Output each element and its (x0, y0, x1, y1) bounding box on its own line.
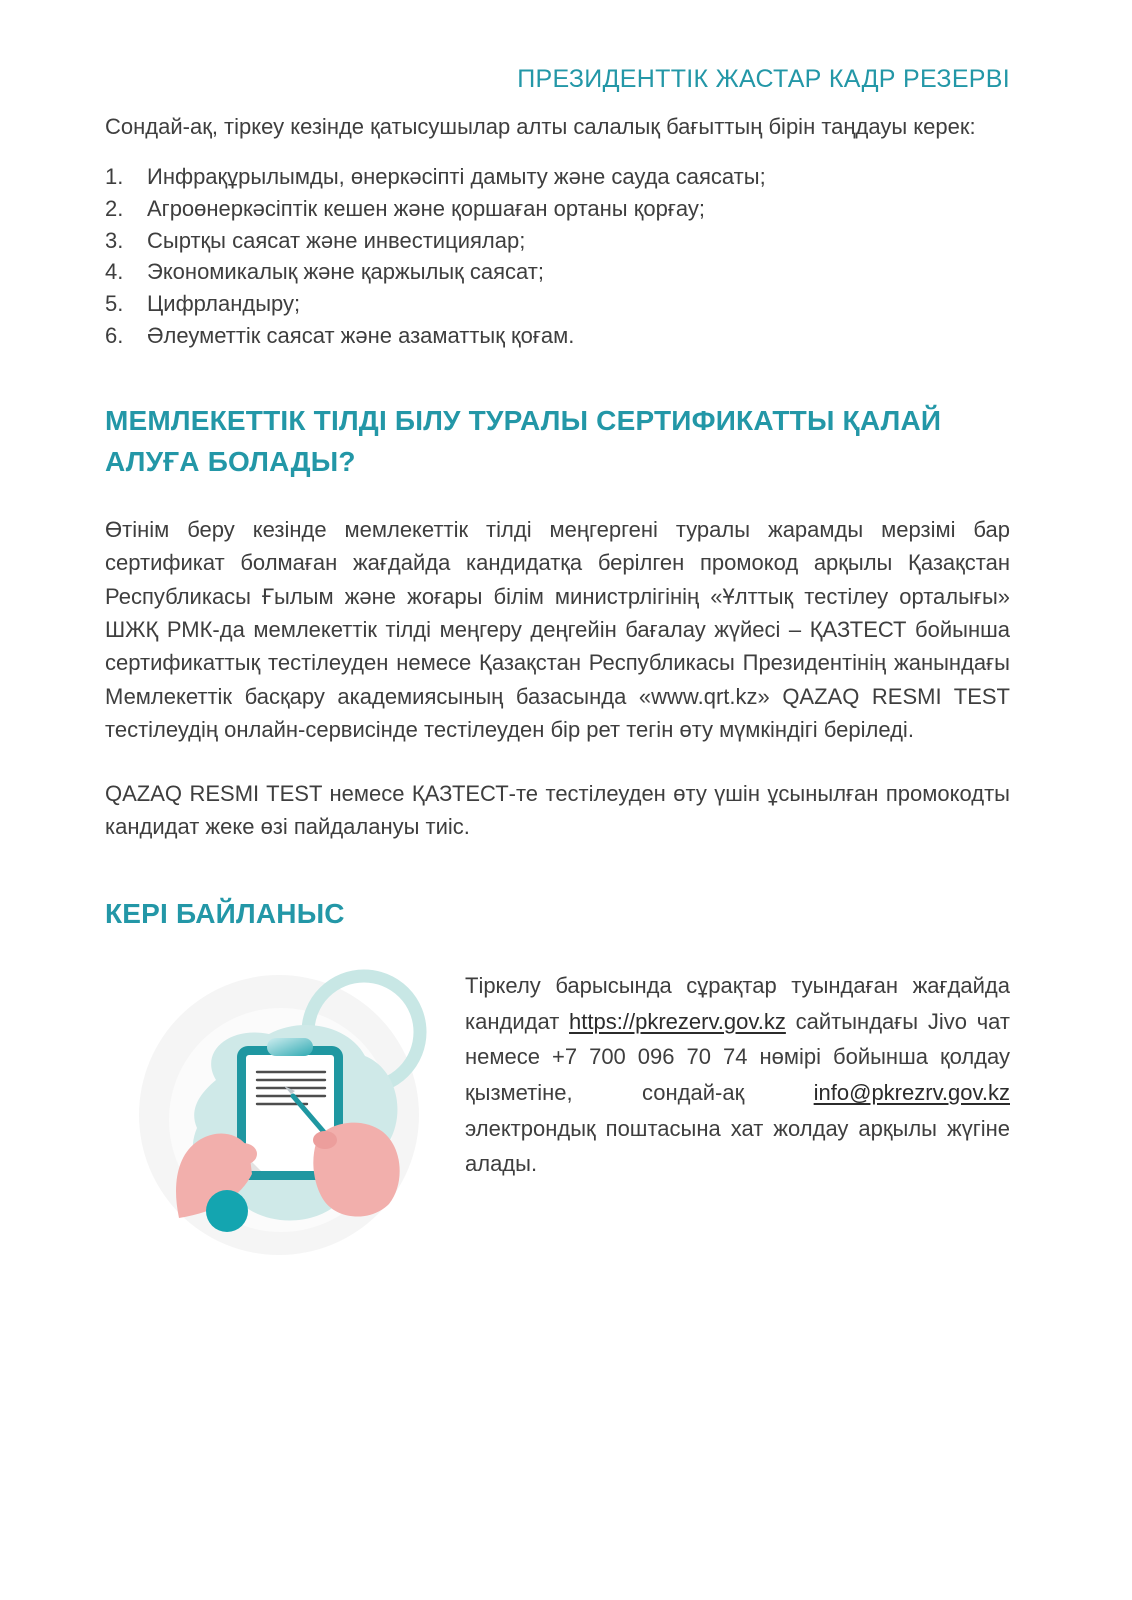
support-phone-number: +7 700 096 70 74 (552, 1044, 748, 1070)
feedback-illustration (105, 960, 465, 1265)
list-item-number: 3. (105, 227, 124, 253)
certificate-paragraph-1: Өтінім беру кезінде мемлекеттік тілді меңгергені туралы жарамды мерзімі бар сертификат болмаған жағдайда кандидатқа берілген промокод арқылы Қазақстан Республикасы Ғылым және жоғары білім министрлігінің «Ұлттық тестілеу орталығы» ШЖҚ РМК-да мемлекеттік тілді меңгеру деңгейін бағалау жүйесі – ҚАЗТЕСТ бойынша сертификаттық тестілеуден немесе Қазақстан Республикасы Президентінің жанындағы Мемлекеттік басқару академиясының базасында «www.qrt.kz» QAZAQ RESMI TEST тестілеудің онлайн-сервисінде тестілеуден бір рет тегін өту мүмкіндігі беріледі. (105, 516, 1010, 743)
teal-dot (206, 1190, 248, 1232)
list-item-number: 4. (105, 259, 124, 285)
feedback-text-2: сайтындағы Jivo чат немесе (465, 1008, 1010, 1070)
list-item (105, 256, 1010, 288)
feedback-text-4: электрондық поштасына хат жолдау арқылы жүгіне алады. (465, 1115, 1010, 1177)
clipboard-illustration-icon (121, 960, 451, 1260)
list-item-number: 2. (105, 196, 124, 222)
feedback-section (105, 960, 1010, 1265)
certificate-section-title: МЕМЛЕКЕТТІК ТІЛДІ БІЛУ ТУРАЛЫ СЕРТИФИКАТТЫ ҚАЛАЙ АЛУҒА БОЛАДЫ? (105, 405, 942, 478)
intro-paragraph: Сондай-ақ, тіркеу кезінде қатысушылар алты салалық бағыттың бірін таңдауы керек: (105, 114, 976, 139)
clipboard-clip (267, 1038, 313, 1056)
list-item-number: 6. (105, 322, 124, 348)
certificate-paragraph-2: QAZAQ RESMI TEST немесе ҚАЗТЕСТ-те тестілеуден өту үшін ұсынылған промокодты кандидат жеке өзі пайдалануы тиіс. (105, 780, 1010, 840)
list-item-number: 5. (105, 291, 124, 317)
feedback-text-1: Тіркелу барысында сұрақтар туындаған жағдайда кандидат (465, 973, 1010, 1034)
list-item-text: Агроөнеркәсіптік кешен және қоршаған ортаны қорғау; (147, 196, 705, 222)
feedback-section-title: КЕРІ БАЙЛАНЫС (105, 897, 345, 929)
feedback-text-3: нөмірі бойынша қолдау қызметіне, сондай-ақ (465, 1044, 1011, 1106)
list-item-text: Цифрландыру; (147, 291, 301, 317)
hand-right (313, 1123, 400, 1217)
list-item-text: Әлеуметтік саясат және азаматтық қоғам. (147, 322, 575, 348)
list-item (105, 320, 1010, 352)
list-item-text: Сыртқы саясат және инвестициялар; (147, 227, 526, 253)
site-link[interactable]: https://pkrezerv.gov.kz (569, 1008, 786, 1034)
directions-list (105, 161, 1010, 351)
list-item (105, 193, 1010, 225)
list-item-number: 1. (105, 164, 124, 190)
list-item-text: Экономикалық және қаржылық саясат; (147, 259, 544, 285)
email-link[interactable]: info@pkrezrv.gov.kz (813, 1080, 1010, 1106)
list-item-text: Инфрақұрылымды, өнеркәсіпті дамыту және сауда саясаты; (147, 164, 766, 190)
page-header-title: ПРЕЗИДЕНТТІК ЖАСТАР КАДР РЕЗЕРВІ (517, 65, 1010, 93)
list-item (105, 288, 1010, 320)
feedback-paragraph (465, 960, 1010, 1182)
list-item (105, 161, 1010, 193)
list-item (105, 225, 1010, 257)
